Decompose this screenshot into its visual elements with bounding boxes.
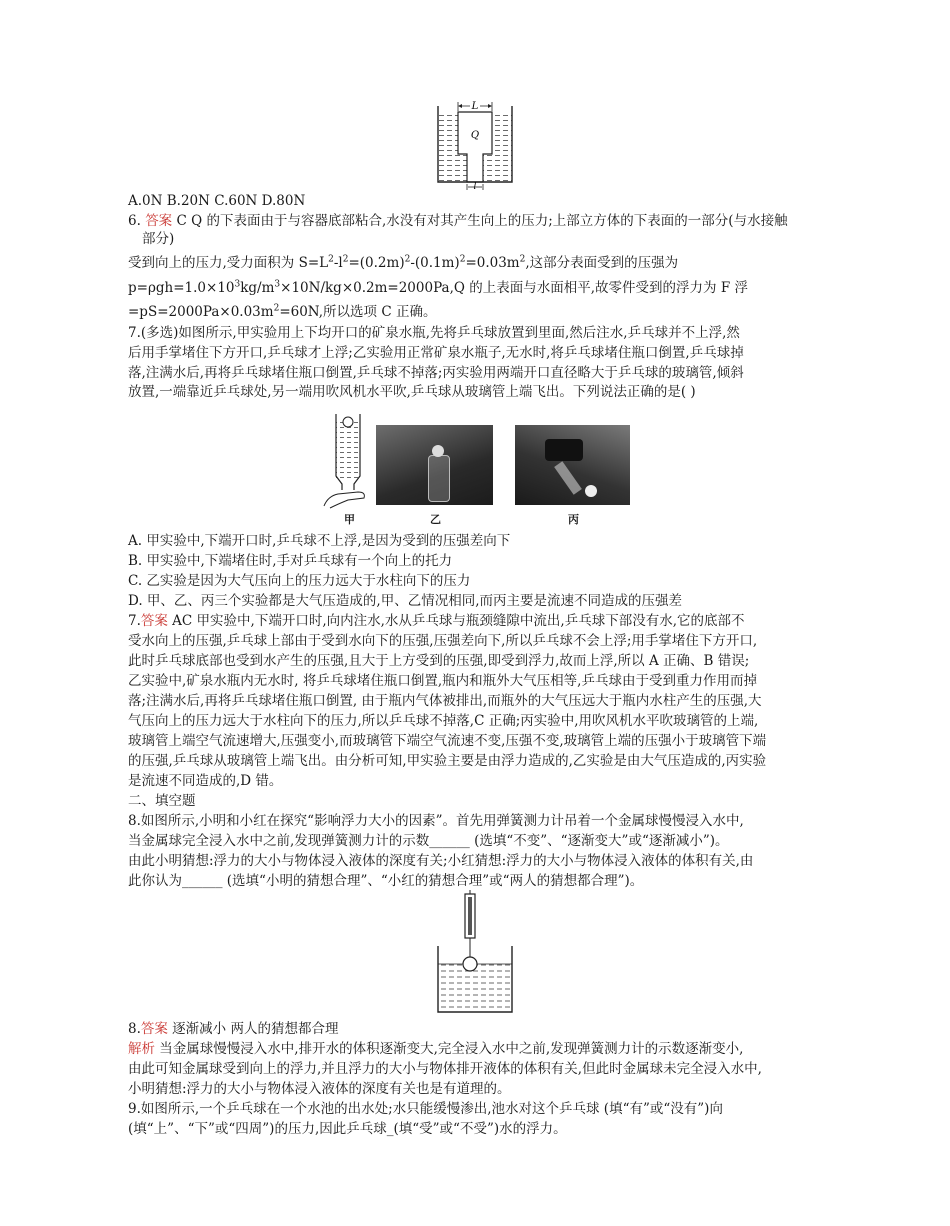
formula-part: -l: [333, 255, 343, 271]
bottle-hand-figure: [318, 410, 378, 510]
options-q6: A.0N B.20N C.60N D.80N: [128, 193, 306, 209]
answer-7-line-6: 气压向上的压力远大于水柱向下的压力,所以乒乓球不掉落,C 正确;丙实验中,用吹风机水平吹玻璃管的上端,: [128, 713, 759, 729]
container-part-q-figure: [430, 98, 520, 190]
answer-7-line-9: 是流速不同造成的,D 错。: [128, 773, 283, 789]
formula-part: p=ρgh=1.0×10: [128, 280, 235, 296]
answer-8-tag: 答案: [140, 1021, 168, 1037]
answer-7-line-4: 乙实验中,矿泉水瓶内无水时, 将乒乓球堵住瓶口倒置,瓶内和瓶外大气压相等,乒乓球由于受到重力作用而掉: [128, 673, 757, 689]
sup: 2: [328, 254, 334, 265]
analysis-8-line-3: 小明猜想:浮力的大小与物体浸入液体的深度有关也是有道理的。: [128, 1081, 511, 1097]
sup: 2: [342, 254, 349, 265]
answer-7-line-8: 的压强,乒乓球从玻璃管上端飞出。由分析可知,甲实验主要是由浮力造成的,乙实验是由大气压造成的,丙实验: [128, 753, 767, 769]
answer-6-line-4: [128, 279, 748, 297]
formula-part: =0.03m: [465, 255, 520, 271]
question-9-line-1: 9.如图所示,一个乒乓球在一个水池的出水处;水只能缓慢渗出,池水对这个乒乓球 (填“有”或“没有”)向: [128, 1101, 723, 1117]
question-7-line-1: 7.(多选)如图所示,甲实验用上下均开口的矿泉水瓶,先将乒乓球放置到里面,然后注水,乒乓球并不上浮,然: [128, 325, 740, 341]
formula-part: ×10N/kg×0.2m=2000Pa,Q 的上表面与水面相平,故零件受到的浮力为 F 浮: [280, 280, 748, 296]
analysis-8-line-2: 由此可知金属球受到向上的浮力,并且浮力的大小与物体排开液体的体积有关,但此时金属球未完全浸入水中,: [128, 1061, 762, 1077]
section-title-fill-blank: 二、填空题: [128, 793, 196, 809]
option-C: C. 乙实验是因为大气压向上的压力远大于水柱向下的压力: [128, 573, 471, 589]
analysis-8-text: 当金属球慢慢浸入水中,排开水的体积逐渐变大,完全浸入水中之前,发现弹簧测力计的示数逐渐变小,: [155, 1041, 744, 1057]
question-8-line-4: 此你认为______ (选填“小明的猜想合理”、“小红的猜想合理”或“两人的猜想都合理”)。: [128, 873, 644, 889]
caption-yi: 乙: [430, 513, 441, 526]
photo-bing: [515, 425, 630, 505]
answer-6-line-1: [128, 212, 788, 230]
caption-bing: 丙: [568, 513, 579, 526]
question-8-line-3: 由此小明猜想:浮力的大小与物体浸入液体的深度有关;小红猜想:浮力的大小与物体浸入液体的体积有关,由: [128, 853, 754, 869]
spring-scale-figure: [432, 890, 518, 1016]
answer-8-number: 8.: [128, 1021, 141, 1037]
answer-8-line: [128, 1020, 338, 1038]
analysis-8-line-1: [128, 1040, 743, 1058]
answer-8-text: 逐渐减小 两人的猜想都合理: [167, 1021, 339, 1037]
caption-jia: 甲: [344, 513, 355, 526]
question-7-line-4: 放置,一端靠近乒乓球处,另一端用吹风机水平吹,乒乓球从玻璃管上端飞出。下列说法正确的是( ): [128, 384, 696, 400]
answer-6-text: C Q 的下表面由于与容器底部粘合,水没有对其产生向上的压力;上部立方体的下表面的一部分(与水接触: [172, 213, 788, 229]
option-A: A. 甲实验中,下端开口时,乒乓球不上浮,是因为受到的压强差向下: [128, 533, 511, 549]
answer-6-line-2: 部分): [142, 231, 175, 247]
sup: 2: [459, 254, 466, 265]
question-9-line-2: (填“上”、“下”或“四周”)的压力,因此乒乓球_(填“受”或“不受”)水的浮力。: [128, 1121, 567, 1137]
answer-7-line-2: 受水向上的压强,乒乓球上部由于受到水向下的压强,压强差向下,所以乒乓球不会上浮;用手掌堵住下方开口,: [128, 633, 758, 649]
option-D: D. 甲、乙、丙三个实验都是大气压造成的,甲、乙情况相同,而丙主要是流速不同造成的压强差: [128, 593, 683, 609]
formula-part: =pS=2000Pa×0.03m: [128, 304, 274, 320]
label-l: l: [473, 182, 477, 190]
analysis-8-tag: 解析: [128, 1041, 155, 1057]
answer-6-line-3: [128, 254, 678, 272]
answer-7-line-1: [128, 612, 745, 630]
formula-part: ,这部分表面受到的压强为: [525, 255, 679, 271]
sup: 2: [519, 254, 526, 265]
formula-part: -(0.1m): [410, 255, 460, 271]
answer-7-line-7: 玻璃管上端空气流速增大,压强变小,而玻璃管下端空气流速不变,压强不变,玻璃管上端的压强小于玻璃管下端: [128, 733, 767, 749]
sup: 2: [273, 303, 280, 314]
answer-7-line-3: 此时乒乓球底部也受到水产生的压强,且大于上方受到的压强,即受到浮力,故而上浮,所以 A 正确、B 错误;: [128, 653, 750, 669]
question-8-line-2: 当金属球完全浸入水中之前,发现弹簧测力计的示数______ (选填“不变”、“逐渐变大”或“逐渐减小”)。: [128, 833, 729, 849]
answer-7-number: 7.: [128, 613, 141, 629]
question-8-line-1: 8.如图所示,小明和小红在探究“影响浮力大小的因素”。首先用弹簧测力计吊着一个金属球慢慢浸入水中,: [128, 813, 744, 829]
sup: 3: [234, 279, 241, 290]
answer-7-line-5: 落;注满水后,再将乒乓球堵住瓶口倒置, 由于瓶内气体被排出,而瓶外的大气压远大于瓶内水柱产生的压强,大: [128, 693, 762, 709]
formula-part: kg/m: [240, 280, 275, 296]
formula-part: =(0.2m): [348, 255, 405, 271]
label-Q: Q: [470, 130, 480, 141]
answer-6-tag: 答案: [145, 213, 173, 229]
answer-6-number: 6.: [128, 213, 141, 229]
sup: 2: [404, 254, 411, 265]
formula-part: 受到向上的压力,受力面积为 S=L: [128, 255, 329, 271]
answer-6-line-5: [128, 303, 436, 321]
formula-part: =60N,所以选项 C 正确。: [279, 304, 437, 320]
label-L: L: [471, 101, 479, 112]
option-B: B. 甲实验中,下端堵住时,手对乒乓球有一个向上的托力: [128, 553, 453, 569]
answer-7-text: AC 甲实验中,下端开口时,向内注水,水从乒乓球与瓶颈缝隙中流出,乒乓球下部没有水,它的底部不: [167, 613, 745, 629]
sup: 3: [274, 279, 281, 290]
answer-7-tag: 答案: [140, 613, 168, 629]
photo-yi: [376, 425, 493, 505]
question-7-line-3: 落,注满水后,再将乒乓球堵住瓶口倒置,乒乓球不掉落;丙实验用两端开口直径略大于乒乓球的玻璃管,倾斜: [128, 365, 744, 381]
question-7-line-2: 后用手掌堵住下方开口,乒乓球才上浮;乙实验用正常矿泉水瓶子,无水时,将乒乓球堵住瓶口倒置,乒乓球掉: [128, 345, 744, 361]
